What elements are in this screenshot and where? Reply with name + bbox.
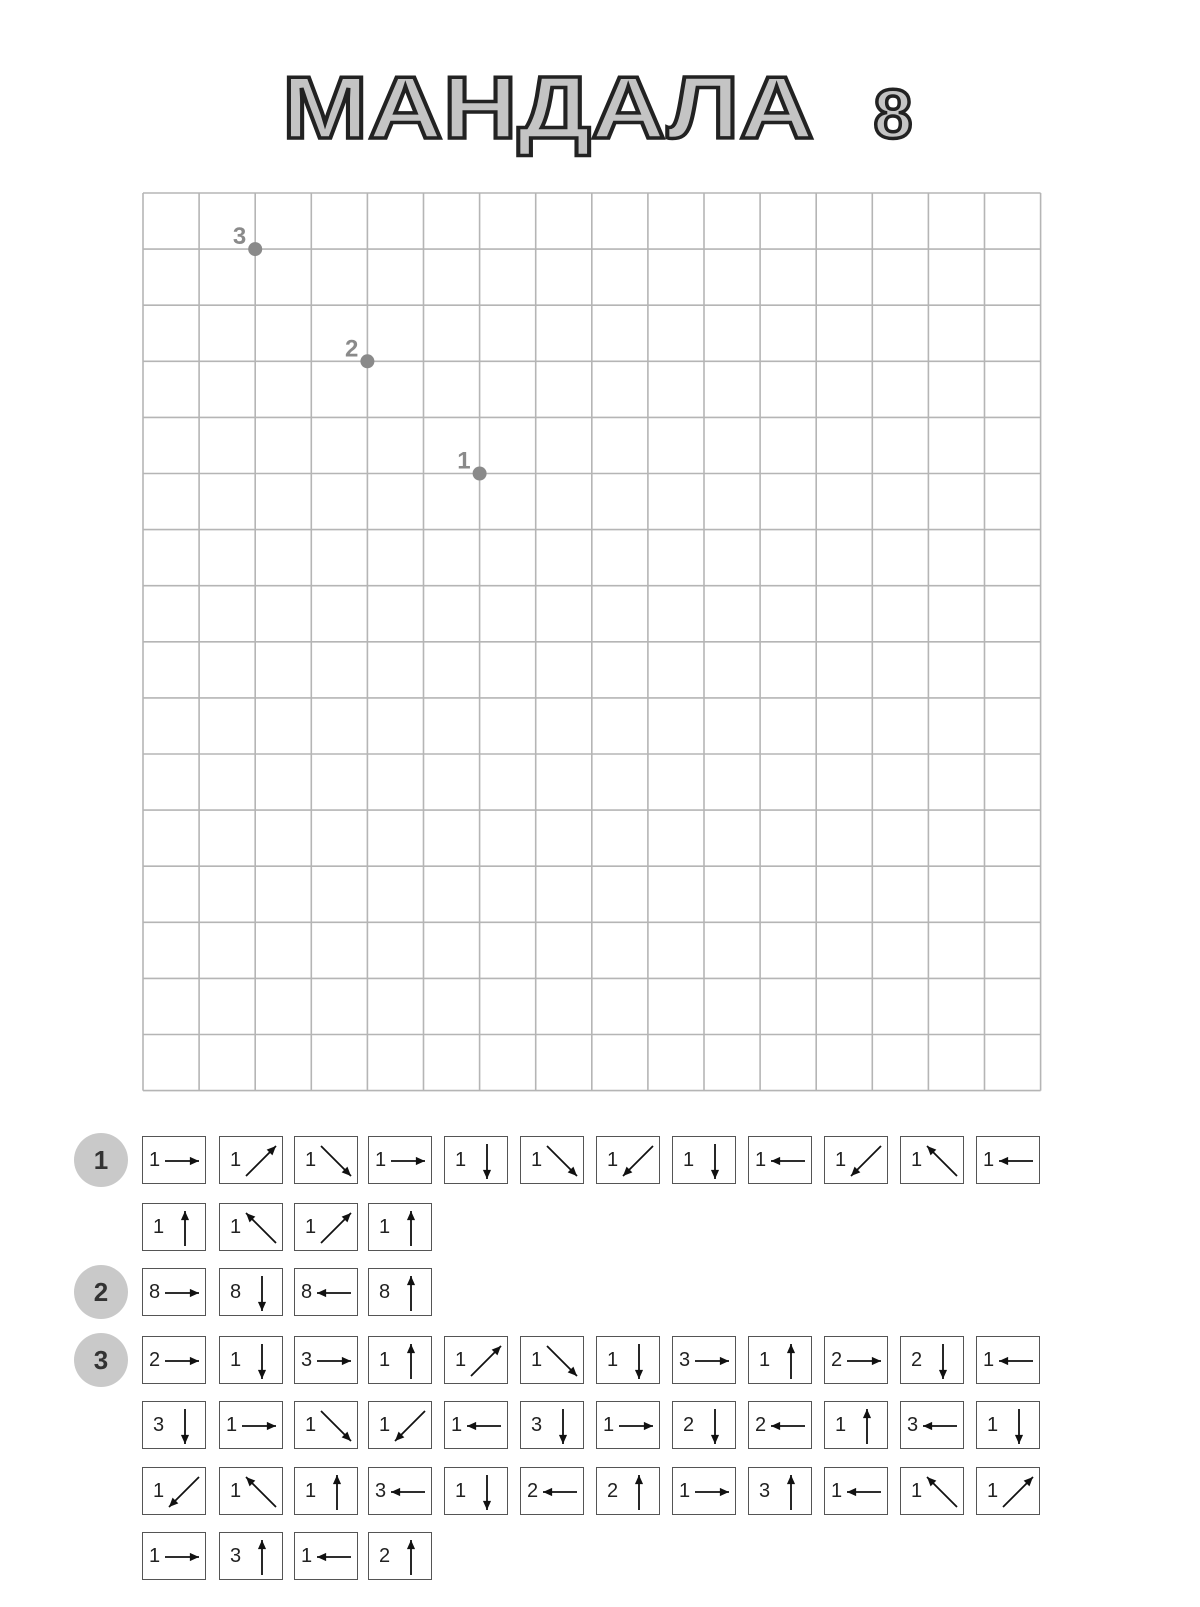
up-arrow-icon <box>749 1468 813 1516</box>
move-command <box>748 1136 812 1184</box>
up-right-arrow-icon <box>295 1204 359 1252</box>
move-count: 2 <box>607 1480 619 1502</box>
move-count: 2 <box>911 1349 923 1371</box>
move-command <box>368 1401 432 1449</box>
down-arrow-icon <box>901 1337 965 1385</box>
move-command <box>900 1136 964 1184</box>
move-command <box>976 1467 1040 1515</box>
move-command <box>142 1336 206 1384</box>
move-count: 1 <box>911 1480 923 1502</box>
move-command <box>748 1336 812 1384</box>
move-count: 1 <box>607 1149 619 1171</box>
up-arrow-icon <box>220 1533 284 1581</box>
move-command <box>520 1136 584 1184</box>
move-command <box>142 1467 206 1515</box>
step-badge: 1 <box>74 1133 128 1187</box>
right-arrow-icon <box>295 1337 359 1385</box>
left-arrow-icon <box>749 1402 813 1450</box>
move-command <box>294 1532 358 1580</box>
move-command <box>219 1532 283 1580</box>
up-arrow-icon <box>369 1337 433 1385</box>
left-arrow-icon <box>977 1337 1041 1385</box>
move-count: 1 <box>149 1149 161 1171</box>
move-command <box>596 1336 660 1384</box>
move-command <box>824 1467 888 1515</box>
move-count: 1 <box>226 1414 238 1436</box>
move-command <box>368 1532 432 1580</box>
move-command <box>596 1467 660 1515</box>
move-command <box>596 1401 660 1449</box>
down-right-arrow-icon <box>521 1337 585 1385</box>
move-command <box>294 1467 358 1515</box>
left-arrow-icon <box>749 1137 813 1185</box>
right-arrow-icon <box>673 1468 737 1516</box>
move-command <box>142 1401 206 1449</box>
move-command <box>219 1401 283 1449</box>
down-arrow-icon <box>597 1337 661 1385</box>
up-right-arrow-icon <box>977 1468 1041 1516</box>
move-count: 1 <box>230 1149 242 1171</box>
move-command <box>824 1401 888 1449</box>
up-left-arrow-icon <box>220 1204 284 1252</box>
move-command <box>444 1467 508 1515</box>
down-arrow-icon <box>673 1402 737 1450</box>
move-count: 3 <box>301 1349 313 1371</box>
move-count: 2 <box>527 1480 539 1502</box>
move-count: 3 <box>230 1545 242 1567</box>
right-arrow-icon <box>143 1137 207 1185</box>
move-count: 1 <box>379 1216 391 1238</box>
down-arrow-icon <box>673 1137 737 1185</box>
move-command <box>294 1336 358 1384</box>
move-count: 1 <box>679 1480 691 1502</box>
move-command <box>976 1401 1040 1449</box>
move-command <box>520 1401 584 1449</box>
move-command <box>748 1467 812 1515</box>
move-command <box>824 1336 888 1384</box>
move-command <box>672 1401 736 1449</box>
move-count: 1 <box>230 1349 242 1371</box>
up-arrow-icon <box>597 1468 661 1516</box>
down-right-arrow-icon <box>295 1402 359 1450</box>
move-count: 1 <box>531 1149 543 1171</box>
move-command <box>976 1136 1040 1184</box>
right-arrow-icon <box>597 1402 661 1450</box>
left-arrow-icon <box>295 1533 359 1581</box>
up-right-arrow-icon <box>445 1337 509 1385</box>
move-command <box>142 1268 206 1316</box>
move-count: 1 <box>683 1149 695 1171</box>
move-command <box>368 1268 432 1316</box>
move-command <box>142 1532 206 1580</box>
left-arrow-icon <box>295 1269 359 1317</box>
title-number: 8 <box>873 75 913 153</box>
left-arrow-icon <box>825 1468 889 1516</box>
move-command <box>219 1268 283 1316</box>
move-count: 1 <box>153 1480 165 1502</box>
up-left-arrow-icon <box>901 1137 965 1185</box>
move-command <box>900 1401 964 1449</box>
move-count: 1 <box>379 1414 391 1436</box>
move-command <box>142 1136 206 1184</box>
step-badge: 3 <box>74 1333 128 1387</box>
move-count: 3 <box>759 1480 771 1502</box>
move-count: 1 <box>305 1216 317 1238</box>
move-count: 2 <box>831 1349 843 1371</box>
move-command <box>900 1467 964 1515</box>
move-count: 1 <box>835 1149 847 1171</box>
move-count: 8 <box>230 1281 242 1303</box>
move-command <box>520 1336 584 1384</box>
down-left-arrow-icon <box>143 1468 207 1516</box>
move-count: 1 <box>230 1216 242 1238</box>
move-command <box>294 1401 358 1449</box>
move-count: 1 <box>603 1414 615 1436</box>
down-left-arrow-icon <box>369 1402 433 1450</box>
move-count: 8 <box>301 1281 313 1303</box>
right-arrow-icon <box>369 1137 433 1185</box>
move-count: 1 <box>451 1414 463 1436</box>
up-arrow-icon <box>369 1533 433 1581</box>
move-count: 3 <box>907 1414 919 1436</box>
right-arrow-icon <box>220 1402 284 1450</box>
left-arrow-icon <box>977 1137 1041 1185</box>
move-count: 1 <box>305 1414 317 1436</box>
move-command <box>748 1401 812 1449</box>
move-command <box>368 1203 432 1251</box>
move-command <box>368 1336 432 1384</box>
title-text: МАНДАЛА <box>282 58 814 157</box>
start-point-label: 2 <box>345 335 359 363</box>
move-command <box>368 1136 432 1184</box>
down-arrow-icon <box>977 1402 1041 1450</box>
right-arrow-icon <box>673 1337 737 1385</box>
up-arrow-icon <box>825 1402 889 1450</box>
down-arrow-icon <box>445 1468 509 1516</box>
move-count: 1 <box>759 1349 771 1371</box>
left-arrow-icon <box>901 1402 965 1450</box>
step-badge: 2 <box>74 1265 128 1319</box>
down-arrow-icon <box>220 1337 284 1385</box>
move-count: 1 <box>149 1545 161 1567</box>
move-count: 2 <box>755 1414 767 1436</box>
up-left-arrow-icon <box>901 1468 965 1516</box>
move-count: 3 <box>153 1414 165 1436</box>
move-count: 1 <box>230 1480 242 1502</box>
move-command <box>142 1203 206 1251</box>
left-arrow-icon <box>521 1468 585 1516</box>
down-left-arrow-icon <box>825 1137 889 1185</box>
move-command <box>444 1136 508 1184</box>
move-count: 1 <box>987 1480 999 1502</box>
up-right-arrow-icon <box>220 1137 284 1185</box>
down-arrow-icon <box>143 1402 207 1450</box>
up-arrow-icon <box>295 1468 359 1516</box>
move-command <box>672 1467 736 1515</box>
move-command <box>444 1401 508 1449</box>
down-right-arrow-icon <box>295 1137 359 1185</box>
right-arrow-icon <box>143 1337 207 1385</box>
move-command <box>900 1336 964 1384</box>
up-arrow-icon <box>369 1269 433 1317</box>
move-command <box>368 1467 432 1515</box>
right-arrow-icon <box>143 1533 207 1581</box>
up-arrow-icon <box>369 1204 433 1252</box>
move-count: 1 <box>831 1480 843 1502</box>
move-count: 1 <box>755 1149 767 1171</box>
move-command <box>294 1136 358 1184</box>
move-command <box>824 1136 888 1184</box>
up-arrow-icon <box>749 1337 813 1385</box>
move-command <box>520 1467 584 1515</box>
move-count: 2 <box>379 1545 391 1567</box>
start-point-label: 1 <box>457 447 471 475</box>
move-count: 1 <box>379 1349 391 1371</box>
move-count: 1 <box>455 1480 467 1502</box>
move-count: 1 <box>607 1349 619 1371</box>
move-count: 1 <box>983 1149 995 1171</box>
move-count: 1 <box>983 1349 995 1371</box>
move-count: 1 <box>911 1149 923 1171</box>
move-count: 2 <box>683 1414 695 1436</box>
move-command <box>219 1136 283 1184</box>
move-command <box>672 1136 736 1184</box>
down-right-arrow-icon <box>521 1137 585 1185</box>
move-command <box>219 1467 283 1515</box>
move-count: 1 <box>835 1414 847 1436</box>
start-point-label: 3 <box>232 223 247 251</box>
down-arrow-icon <box>445 1137 509 1185</box>
move-count: 1 <box>301 1545 313 1567</box>
move-command <box>219 1336 283 1384</box>
up-left-arrow-icon <box>220 1468 284 1516</box>
down-arrow-icon <box>521 1402 585 1450</box>
move-count: 1 <box>305 1149 317 1171</box>
move-count: 8 <box>149 1281 161 1303</box>
move-command <box>976 1336 1040 1384</box>
move-count: 1 <box>375 1149 387 1171</box>
move-command <box>596 1136 660 1184</box>
down-left-arrow-icon <box>597 1137 661 1185</box>
move-count: 1 <box>305 1480 317 1502</box>
move-command <box>294 1203 358 1251</box>
move-count: 8 <box>379 1281 391 1303</box>
up-arrow-icon <box>143 1204 207 1252</box>
left-arrow-icon <box>445 1402 509 1450</box>
move-count: 1 <box>153 1216 165 1238</box>
move-count: 3 <box>375 1480 387 1502</box>
move-command <box>672 1336 736 1384</box>
move-count: 1 <box>531 1349 543 1371</box>
down-arrow-icon <box>220 1269 284 1317</box>
left-arrow-icon <box>369 1468 433 1516</box>
move-count: 1 <box>455 1149 467 1171</box>
move-command <box>444 1336 508 1384</box>
move-count: 1 <box>455 1349 467 1371</box>
move-count: 2 <box>149 1349 161 1371</box>
move-count: 3 <box>679 1349 691 1371</box>
move-command <box>294 1268 358 1316</box>
move-count: 3 <box>531 1414 543 1436</box>
right-arrow-icon <box>143 1269 207 1317</box>
right-arrow-icon <box>825 1337 889 1385</box>
move-count: 1 <box>987 1414 999 1436</box>
move-command <box>219 1203 283 1251</box>
